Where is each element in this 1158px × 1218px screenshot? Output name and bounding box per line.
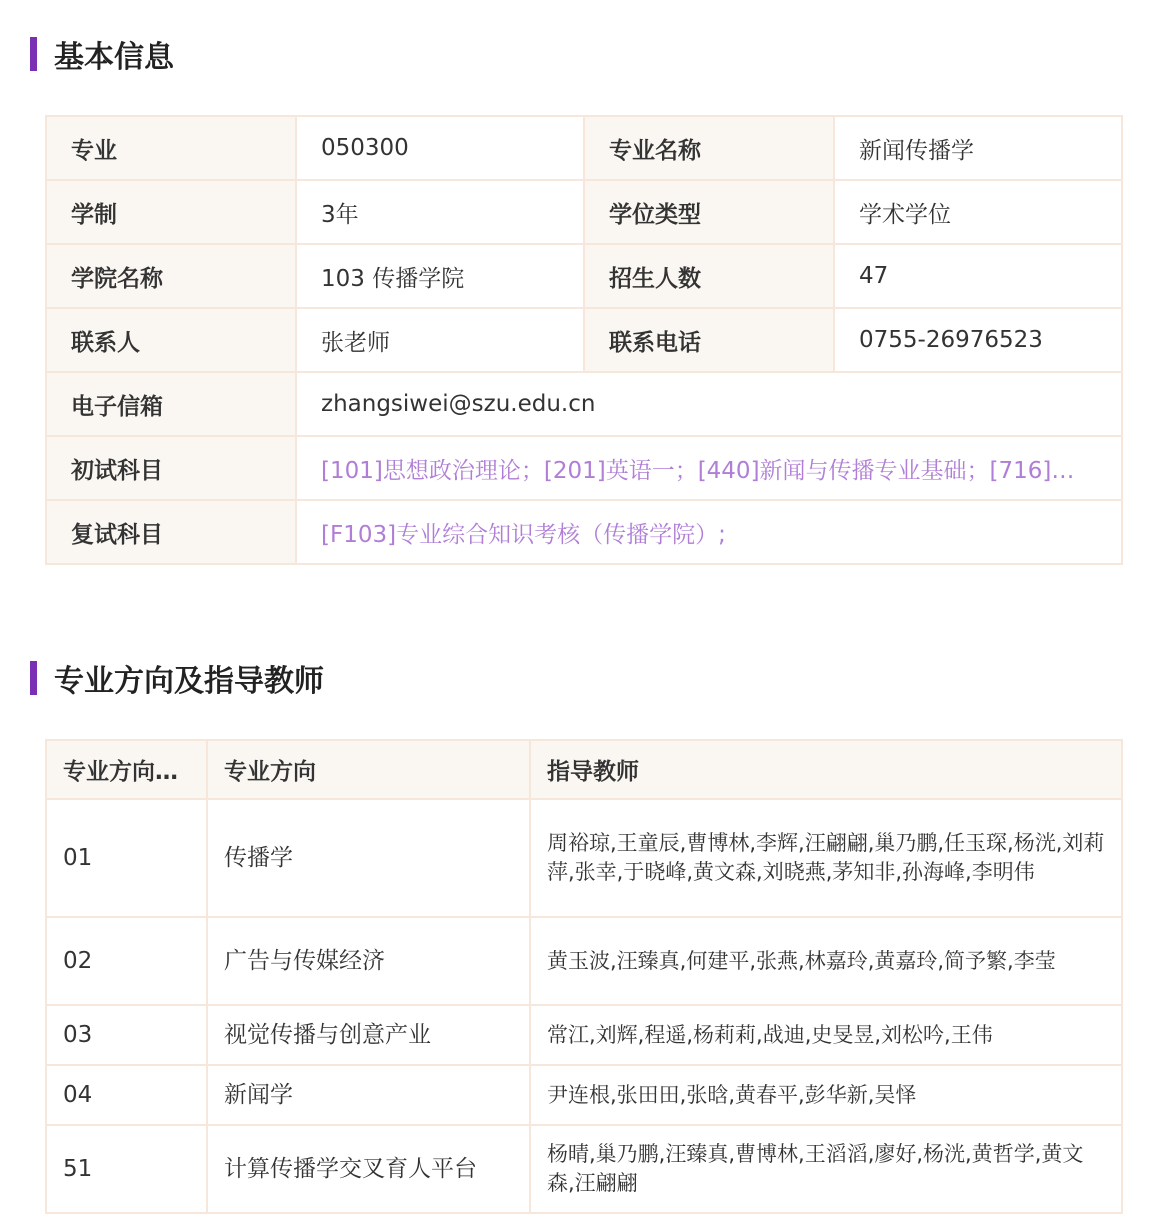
value-contact: 张老师 bbox=[296, 308, 584, 372]
value-college: 103 传播学院 bbox=[296, 244, 584, 308]
label-duration: 学制 bbox=[46, 180, 296, 244]
value-major-code: 050300 bbox=[296, 116, 584, 180]
label-phone: 联系电话 bbox=[584, 308, 834, 372]
direction-code: 51 bbox=[46, 1125, 207, 1213]
direction-advisors: 黄玉波,汪臻真,何建平,张燕,林嘉玲,黄嘉玲,简予繁,李莹 bbox=[530, 917, 1122, 1005]
label-retest-exam: 复试科目 bbox=[46, 500, 296, 564]
value-duration: 3年 bbox=[296, 180, 584, 244]
direction-name: 计算传播学交叉育人平台 bbox=[207, 1125, 530, 1213]
direction-name: 新闻学 bbox=[207, 1065, 530, 1125]
link-retest-exam-subjects[interactable]: [F103]专业综合知识考核（传播学院）; bbox=[296, 500, 1122, 564]
direction-name: 传播学 bbox=[207, 799, 530, 917]
label-contact: 联系人 bbox=[46, 308, 296, 372]
value-degree-type: 学术学位 bbox=[834, 180, 1122, 244]
table-row bbox=[46, 799, 1122, 917]
header-direction-name: 专业方向 bbox=[207, 740, 530, 799]
direction-code: 03 bbox=[46, 1005, 207, 1065]
info-row bbox=[46, 436, 1122, 500]
accent-bar bbox=[30, 37, 37, 71]
header-direction-code: 专业方向… bbox=[46, 740, 207, 799]
label-initial-exam: 初试科目 bbox=[46, 436, 296, 500]
accent-bar bbox=[30, 661, 37, 695]
header-advisors: 指导教师 bbox=[530, 740, 1122, 799]
value-major-name: 新闻传播学 bbox=[834, 116, 1122, 180]
direction-code: 04 bbox=[46, 1065, 207, 1125]
section-title-directions bbox=[30, 656, 324, 700]
value-email: zhangsiwei@szu.edu.cn bbox=[296, 372, 1122, 436]
table-row bbox=[46, 1125, 1122, 1213]
section-title-text: 专业方向及指导教师 bbox=[54, 664, 324, 699]
direction-code: 01 bbox=[46, 799, 207, 917]
label-degree-type: 学位类型 bbox=[584, 180, 834, 244]
info-row bbox=[46, 372, 1122, 436]
value-phone: 0755-26976523 bbox=[834, 308, 1122, 372]
direction-advisors: 尹连根,张田田,张晗,黄春平,彭华新,吴怿 bbox=[530, 1065, 1122, 1125]
direction-advisors: 杨晴,巢乃鹏,汪臻真,曹博林,王滔滔,廖好,杨洸,黄哲学,黄文森,汪翩翩 bbox=[530, 1125, 1122, 1213]
info-row bbox=[46, 116, 1122, 180]
direction-name: 视觉传播与创意产业 bbox=[207, 1005, 530, 1065]
direction-advisors: 周裕琼,王童辰,曹博林,李辉,汪翩翩,巢乃鹏,任玉琛,杨洸,刘莉萍,张幸,于晓峰,黄文森,刘晓燕,茅知非,孙海峰,李明伟 bbox=[530, 799, 1122, 917]
info-row bbox=[46, 244, 1122, 308]
table-header-row bbox=[46, 740, 1122, 799]
section-title-text: 基本信息 bbox=[54, 40, 174, 75]
label-major-name: 专业名称 bbox=[584, 116, 834, 180]
label-major-code: 专业 bbox=[46, 116, 296, 180]
label-enrollment: 招生人数 bbox=[584, 244, 834, 308]
label-email: 电子信箱 bbox=[46, 372, 296, 436]
section-title-basic-info bbox=[30, 32, 174, 76]
info-row bbox=[46, 500, 1122, 564]
table-row bbox=[46, 917, 1122, 1005]
direction-code: 02 bbox=[46, 917, 207, 1005]
info-row bbox=[46, 180, 1122, 244]
table-row bbox=[46, 1065, 1122, 1125]
direction-name: 广告与传媒经济 bbox=[207, 917, 530, 1005]
directions-table bbox=[45, 739, 1123, 1214]
direction-advisors: 常江,刘辉,程遥,杨莉莉,战迪,史旻昱,刘松吟,王伟 bbox=[530, 1005, 1122, 1065]
link-initial-exam-subjects[interactable]: [101]思想政治理论；[201]英语一；[440]新闻与传播专业基础；[716]… bbox=[296, 436, 1122, 500]
info-row bbox=[46, 308, 1122, 372]
basic-info-table bbox=[45, 115, 1123, 565]
table-row bbox=[46, 1005, 1122, 1065]
label-college: 学院名称 bbox=[46, 244, 296, 308]
value-enrollment: 47 bbox=[834, 244, 1122, 308]
